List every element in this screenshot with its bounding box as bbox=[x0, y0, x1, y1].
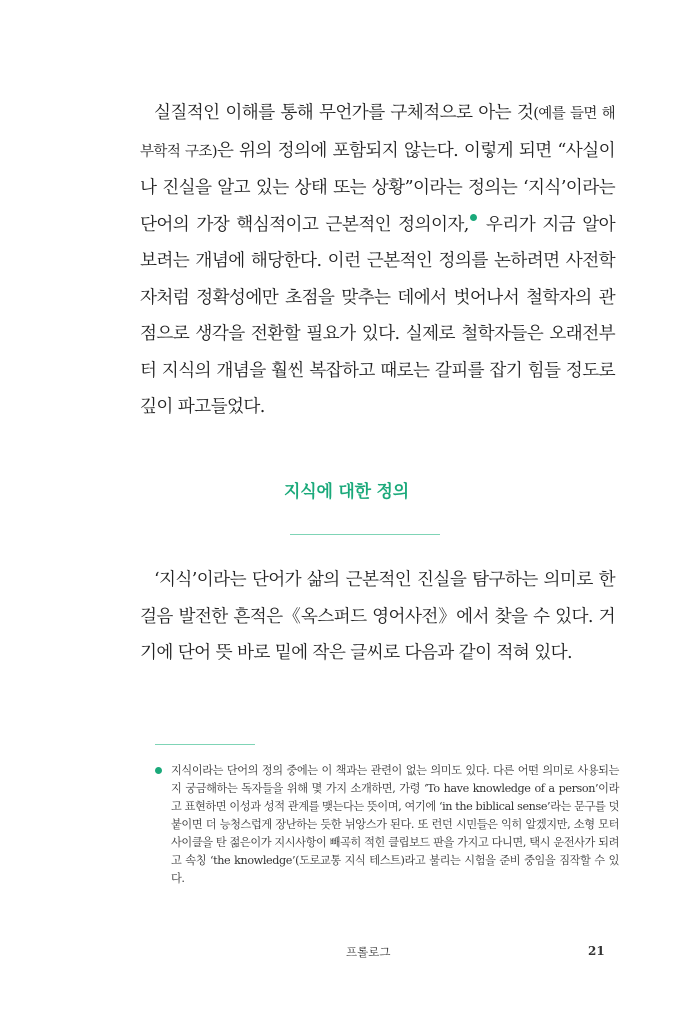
running-head: 프롤로그 bbox=[346, 945, 391, 959]
body-paragraph-1-part-a: 실질적인 이해를 통해 무언가를 구체적으로 아는 것 bbox=[154, 103, 534, 123]
footnote bbox=[155, 762, 619, 888]
section-heading: 지식에 대한 정의 bbox=[284, 482, 409, 502]
body-paragraph-2: ‘지식’이라는 단어가 삶의 근본적인 진실을 탐구하는 의미로 한 걸음 발전한 흔적은《옥스퍼드 영어사전》에서 찾을 수 있다. 거기에 단어 뜻 바로 밑에 작은 글씨로 다음과 같이 적혀 있다. bbox=[140, 570, 615, 663]
body-paragraph-1-part-b: 은 위의 정의에 포함되지 않는다. 이렇게 되면 “사실이나 진실을 알고 있는 상태 또는 상황”이라는 정의는 ‘지식’이라는 단어의 가장 핵심적이고 근본적인 정의이자, bbox=[140, 140, 615, 235]
footnote-bullet-icon bbox=[155, 767, 162, 774]
heading-divider bbox=[290, 534, 440, 535]
body-paragraph-1 bbox=[140, 95, 615, 426]
page-number: 21 bbox=[588, 944, 605, 958]
footnote-text: 지식이라는 단어의 정의 중에는 이 책과는 관련이 없는 의미도 있다. 다른 어떤 의미로 사용되는지 궁금해하는 독자들을 위해 몇 가지 소개하면, 가령 ‘To have knowledge of a person’이라고 표현하면 이성과 성적 관계를 맺는다는 뜻이며, 여기에 ‘in the biblical sense’라는 문구를 덧붙이면 더 능청스럽게 장난하는 듯한 뉘앙스가 된다. 또 런던 시민들은 익히 알겠지만, 소형 모터사이클을 탄 젊은이가 지시사항이 빼곡히 적힌 클립보드 판을 가지고 다니면, 택시 운전사가 되려고 속칭 ‘the knowledge’(도로교통 지식 테스트)라고 불리는 시험을 준비 중임을 짐작할 수 있다. bbox=[171, 764, 619, 885]
body-paragraph-1-part-c: 우리가 지금 알아보려는 개념에 해당한다. 이런 근본적인 정의를 논하려면 사전학자처럼 정확성에만 초점을 맞추는 데에서 벗어나서 철학자의 관점으로 생각을 전환할 필요가 있다. 실제로 철학자들은 오래전부터 지식의 개념을 훨씬 복잡하고 때로는 갈피를 잡기 힘들 정도로 깊이 파고들었다. bbox=[140, 214, 615, 417]
footnote-divider bbox=[155, 744, 255, 745]
body-paragraph-1-parenthetical: (예를 들면 해부학적 구조) bbox=[140, 106, 615, 160]
footnote-marker[interactable] bbox=[470, 214, 477, 221]
